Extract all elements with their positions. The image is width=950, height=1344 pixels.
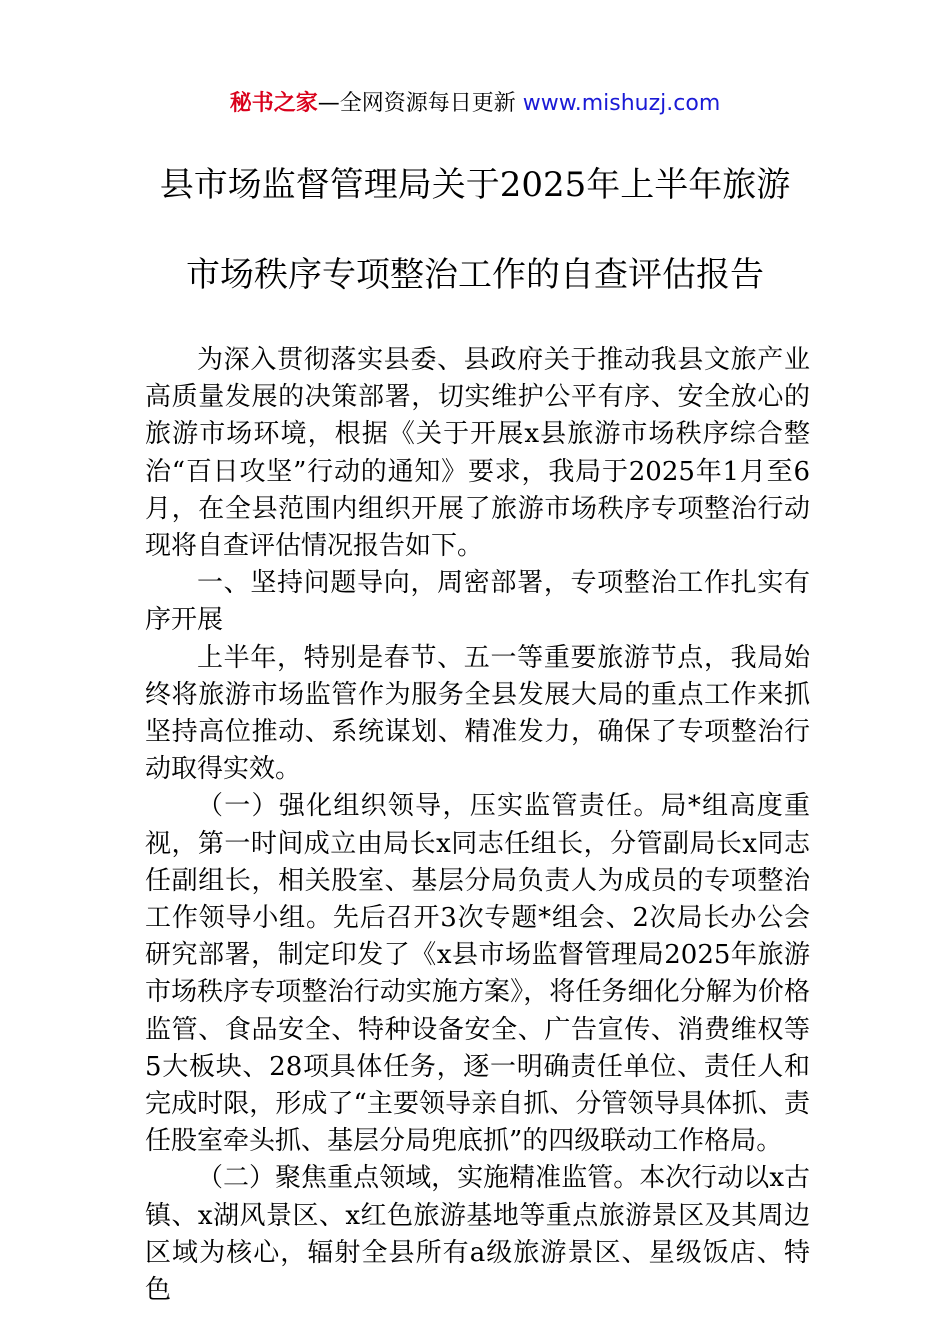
document-title-line-1: 县市场监督管理局关于2025年上半年旅游: [159, 165, 791, 205]
paragraph-subsection-2: （二）聚焦重点领域，实施精准监管。本次行动以x古镇、x湖风景区、x红色旅游基地等重点旅游景区及其周边区域为核心，辐射全县所有a级旅游景区、星级饭店、特色: [145, 1163, 810, 1306]
banner-tagline: —全网资源每日更新: [317, 91, 516, 116]
paragraph-section-1-intro: 上半年，特别是春节、五一等重要旅游节点，我局始终将旅游市场监管作为服务全县发展大局的重点工作来抓坚持高位推动、系统谋划、精准发力，确保了专项整治行动取得实效。: [145, 642, 810, 785]
document-title-line-2: 市场秩序专项整治工作的自查评估报告: [186, 255, 764, 295]
section-heading-1: 一、坚持问题导向，周密部署，专项整治工作扎实有序开展: [145, 568, 810, 636]
site-banner: [0, 88, 950, 120]
site-url-link[interactable]: www.mishuzj.com: [522, 91, 721, 116]
brand-name: 秘书之家: [229, 91, 318, 116]
document-body: [145, 342, 810, 1309]
paragraph-intro: 为深入贯彻落实县委、县政府关于推动我县文旅产业高质量发展的决策部署，切实维护公平有序、安全放心的旅游市场环境，根据《关于开展x县旅游市场秩序综合整治“百日攻坚”行动的通知》要求，我局于2025年1月至6月，在全县范围内组织开展了旅游市场秩序专项整治行动现将自查评估情况报告如下。: [145, 345, 810, 562]
paragraph-subsection-1: （一）强化组织领导，压实监管责任。局*组高度重视，第一时间成立由局长x同志任组长，分管副局长x同志任副组长，相关股室、基层分局负责人为成员的专项整治工作领导小组。先后召开3次专题*组会、2次局长办公会研究部署，制定印发了《x县市场监督管理局2025年旅游市场秩序专项整治行动实施方案》，将任务细化分解为价格监管、食品安全、特种设备安全、广告宣传、消费维权等5大板块、28项具体任务，逐一明确责任单位、责任人和完成时限，形成了“主要领导亲自抓、分管领导具体抓、责任股室牵头抓、基层分局兜底抓”的四级联动工作格局。: [145, 791, 810, 1157]
